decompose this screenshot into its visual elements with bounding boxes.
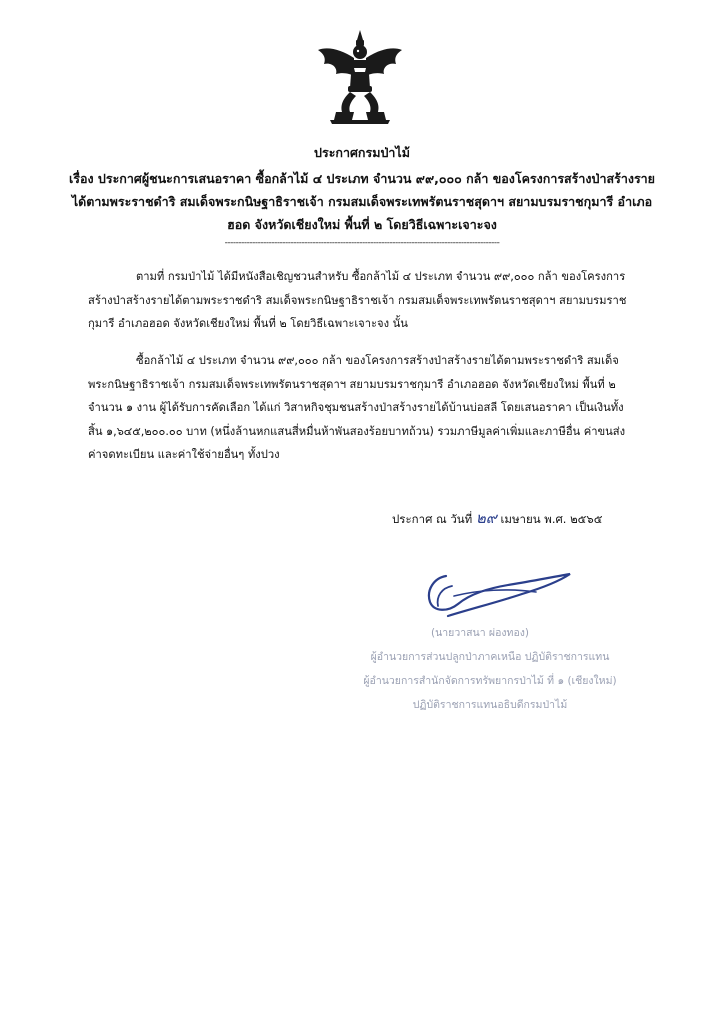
document-issuer: ประกาศกรมป่าไม้ <box>314 145 410 160</box>
dashed-divider: ---------------------------------------------------------------------------------------------------- <box>224 238 500 248</box>
subject-line: ได้ตามพระราชดำริ สมเด็จพระกนิษฐาธิราชเจ้า กรมสมเด็จพระเทพรัตนราชสุดาฯ สยามบรมราชกุมารี อำเภอ <box>71 194 653 209</box>
paragraph-line: ซื้อกล้าไม้ ๔ ประเภท จำนวน ๙๙,๐๐๐ กล้า ของโครงการสร้างป่าสร้างรายได้ตามพระราชดำริ สมเด็จ <box>136 354 619 367</box>
signature-image <box>418 566 574 626</box>
date-prefix: ประกาศ ณ วันที่ <box>392 512 473 526</box>
signer-title: ผู้อำนวยการส่วนปลูกป่าภาคเหนือ ปฏิบัติราชการแทน <box>370 651 610 663</box>
signer-name: (นายวาสนา ผ่องทอง) <box>431 627 529 639</box>
paragraph-line: พระกนิษฐาธิราชเจ้า กรมสมเด็จพระเทพรัตนราชสุดาฯ สยามบรมราชกุมารี อำเภอฮอด จังหวัดเชียงใหม่ พื้นที่ ๒ <box>88 377 616 391</box>
body-paragraph-2 <box>88 349 648 467</box>
signer-title: ปฏิบัติราชการแทนอธิบดีกรมป่าไม้ <box>412 699 568 711</box>
paragraph-line: จำนวน ๑ งาน ผู้ได้รับการคัดเลือก ได้แก่ วิสาหกิจชุมชนสร้างป่าสร้างรายได้บ้านบ่อสลี โดยเสนอราคา เป็นเงินทั้ง <box>88 401 624 414</box>
handwritten-day: ๒๙ <box>475 509 497 527</box>
date-suffix: เมษายน พ.ศ. ๒๕๖๕ <box>500 512 603 526</box>
garuda-emblem <box>314 28 406 126</box>
announcement-date <box>392 506 602 530</box>
subject-line: ฮอด จังหวัดเชียงใหม่ พื้นที่ ๒ โดยวิธีเฉพาะเจาะจง <box>227 217 497 232</box>
body-paragraph-1 <box>88 265 648 336</box>
paragraph-line: ตามที่ กรมป่าไม้ ได้มีหนังสือเชิญชวนสำหรับ ซื้อกล้าไม้ ๔ ประเภท จำนวน ๙๙,๐๐๐ กล้า ของโครงการ <box>136 270 626 283</box>
subject-line: เรื่อง ประกาศผู้ชนะการเสนอราคา ซื้อกล้าไม้ ๔ ประเภท จำนวน ๙๙,๐๐๐ กล้า ของโครงการสร้างป่าสร้างราย <box>68 171 655 186</box>
paragraph-line: สิ้น ๑,๖๔๕,๒๐๐.๐๐ บาท (หนึ่งล้านหกแสนสี่หมื่นห้าพันสองร้อยบาทถ้วน) รวมภาษีมูลค่าเพิ่มและภาษีอื่น ค่าขนส่ง <box>88 424 626 438</box>
paragraph-line: ค่าจดทะเบียน และค่าใช้จ่ายอื่นๆ ทั้งปวง <box>88 448 280 461</box>
paragraph-line: กุมารี อำเภอฮอด จังหวัดเชียงใหม่ พื้นที่ ๒ โดยวิธีเฉพาะเจาะจง นั้น <box>88 317 408 330</box>
signer-title: ผู้อำนวยการสำนักจัดการทรัพยากรป่าไม้ ที่ ๑ (เชียงใหม่) <box>363 675 617 687</box>
paragraph-line: สร้างป่าสร้างรายได้ตามพระราชดำริ สมเด็จพระกนิษฐาธิราชเจ้า กรมสมเด็จพระเทพรัตนราชสุดาฯ สยามบรมราช <box>88 293 627 307</box>
document-subject <box>40 167 684 236</box>
